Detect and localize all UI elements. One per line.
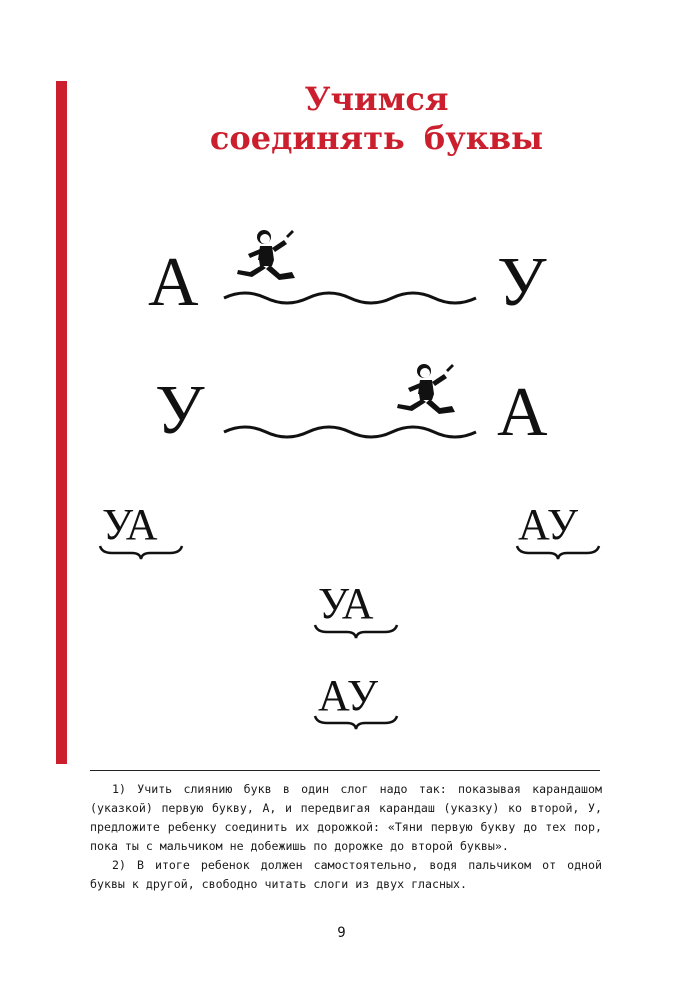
syllable-center-1: УА xyxy=(318,579,375,628)
footnote-1: 1) Учить слиянию букв в один слог надо так: показывая карандашом (указкой) первую букву, А, и передвигая карандаш (указку) ко второй, У, предложите ребенку соединить их дорожкой: «Тяни первую букву до тех пор, пока ты с мальчиком не добежишь по дорожке до второй буквы». xyxy=(90,782,602,853)
syllable-center-2-brace xyxy=(313,713,399,731)
syllable-right-brace xyxy=(515,543,601,561)
footnote-divider xyxy=(90,770,600,771)
syllable-left: УА xyxy=(102,500,159,549)
left-accent-bar xyxy=(56,81,67,764)
page-title-line1: Учимся xyxy=(304,80,449,118)
row1-path-wave xyxy=(222,286,482,308)
page-title-line2: соединять буквы xyxy=(209,119,544,157)
syllable-left-brace xyxy=(98,543,184,561)
syllable-center-1-brace xyxy=(313,622,399,640)
syllable-right: АУ xyxy=(518,500,580,549)
syllable-center-2: АУ xyxy=(318,671,380,720)
page-number: 9 xyxy=(337,925,346,941)
footnote-2: 2) В итоге ребенок должен самостоятельно, водя пальчиком от одной буквы к другой, свободно читать слоги из двух гласных. xyxy=(90,858,602,891)
footnotes xyxy=(90,780,602,894)
row2-end-letter: А xyxy=(497,374,548,451)
running-boy-icon xyxy=(392,362,468,422)
running-boy-icon xyxy=(232,228,308,288)
row2-path-wave xyxy=(222,420,482,442)
row1-end-letter: У xyxy=(497,244,547,321)
row2-start-letter: У xyxy=(155,372,205,449)
row1-start-letter: А xyxy=(148,244,199,321)
